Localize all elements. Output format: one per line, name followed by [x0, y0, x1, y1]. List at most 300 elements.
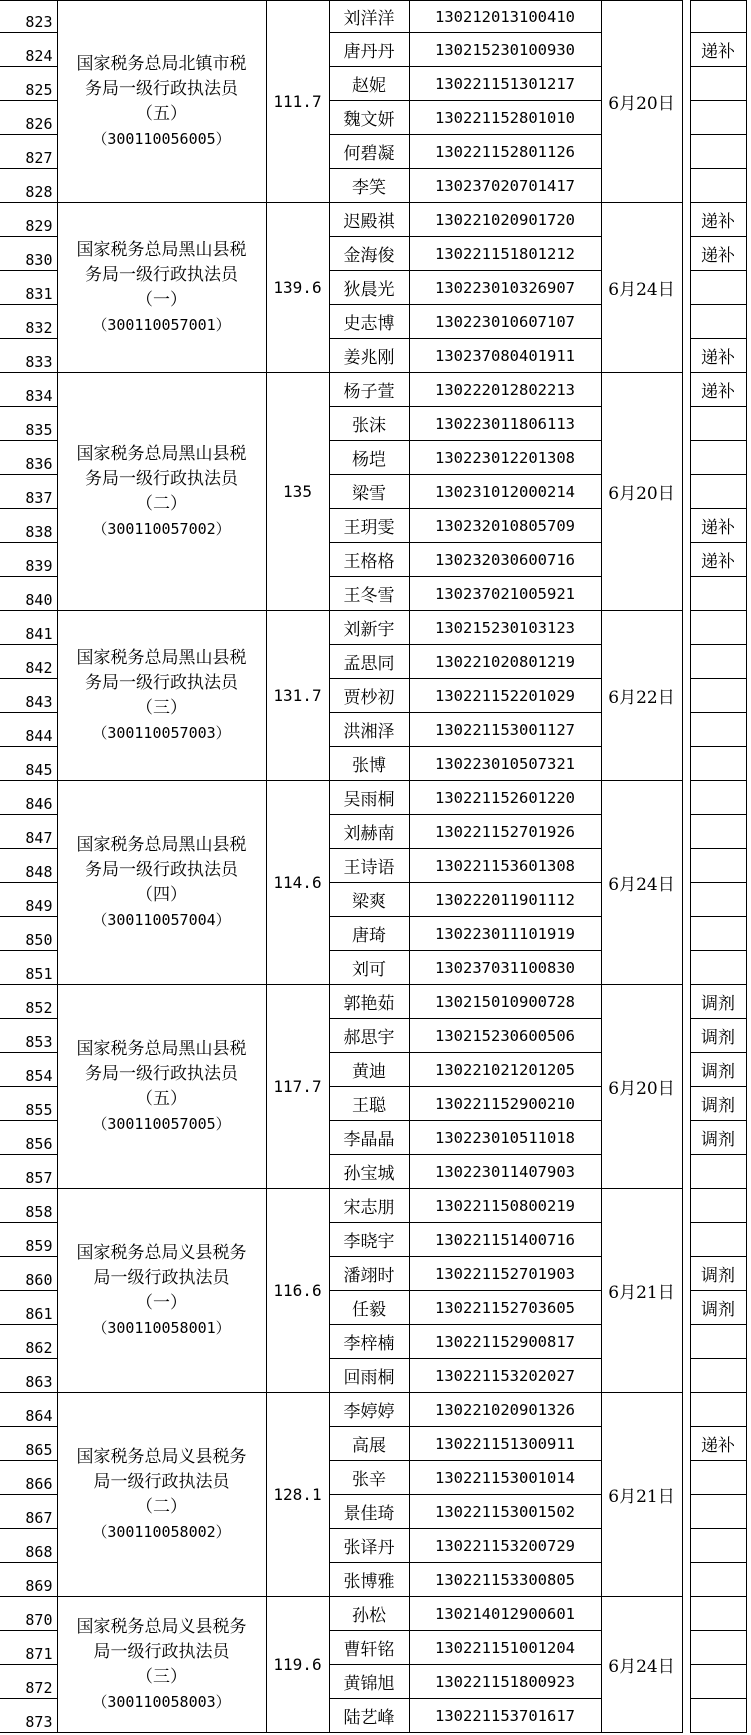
candidate-name: 宋志朋: [329, 1189, 409, 1223]
edge-spacer: [746, 543, 751, 577]
edge-spacer: [746, 1019, 751, 1053]
remark: [690, 407, 746, 441]
remark: [690, 1461, 746, 1495]
candidate-name: 张辛: [329, 1461, 409, 1495]
candidate-name: 李晶晶: [329, 1121, 409, 1155]
column-gap: [682, 1597, 690, 1631]
edge-spacer: [746, 1, 751, 33]
post-code: （300110057003）: [92, 723, 231, 742]
table-row: [0, 1, 751, 33]
post-title: [57, 1, 266, 203]
edge-spacer: [746, 1495, 751, 1529]
candidate-name: 景佳琦: [329, 1495, 409, 1529]
column-gap: [682, 33, 690, 67]
edge-spacer: [746, 679, 751, 713]
column-gap: [682, 1359, 690, 1393]
row-number: 855: [0, 1087, 57, 1121]
row-number: 856: [0, 1121, 57, 1155]
remark: [690, 1359, 746, 1393]
candidate-name: 史志博: [329, 305, 409, 339]
exam-id: 130237080401911: [409, 339, 601, 373]
column-gap: [682, 509, 690, 543]
exam-id: 130231012000214: [409, 475, 601, 509]
post-title-line: 国家税务总局北镇市税: [76, 53, 247, 74]
post-code: （300110058001）: [92, 1318, 231, 1337]
edge-spacer: [746, 1121, 751, 1155]
column-gap: [682, 67, 690, 101]
candidate-name: 刘新宇: [329, 611, 409, 645]
candidate-name: 张博: [329, 747, 409, 781]
exam-date: 6月24日: [601, 1597, 682, 1733]
candidate-name: 孟思同: [329, 645, 409, 679]
exam-id: 130221153200729: [409, 1529, 601, 1563]
exam-date: 6月21日: [601, 1189, 682, 1393]
column-gap: [682, 1121, 690, 1155]
row-number: 826: [0, 101, 57, 135]
candidate-name: 王冬雪: [329, 577, 409, 611]
remark: 调剂: [690, 1019, 746, 1053]
post-title-line: 局一级行政执法员: [93, 1471, 230, 1492]
post-title-line: 国家税务总局义县税务: [76, 1616, 247, 1637]
post-title-line: 务局一级行政执法员: [85, 468, 238, 489]
remark: 调剂: [690, 1053, 746, 1087]
exam-id: 130221153601308: [409, 849, 601, 883]
post-title-line: （四）: [136, 884, 187, 905]
table-row: [0, 373, 751, 407]
post-title-line: 国家税务总局黑山县税: [76, 443, 247, 464]
exam-id: 130212013100410: [409, 1, 601, 33]
column-gap: [682, 747, 690, 781]
column-gap: [682, 203, 690, 237]
column-gap: [682, 1053, 690, 1087]
post-title: [57, 203, 266, 373]
remark: [690, 1189, 746, 1223]
exam-id: 130221153701617: [409, 1699, 601, 1733]
column-gap: [682, 1427, 690, 1461]
exam-id: 130223010326907: [409, 271, 601, 305]
remark: [690, 679, 746, 713]
post-title-line: 国家税务总局义县税务: [76, 1242, 247, 1263]
exam-id: 130221152900817: [409, 1325, 601, 1359]
edge-spacer: [746, 1461, 751, 1495]
candidate-name: 黄锦旭: [329, 1665, 409, 1699]
row-number: 842: [0, 645, 57, 679]
exam-id: 130221020901326: [409, 1393, 601, 1427]
post-title: [57, 781, 266, 985]
candidate-name: 梁爽: [329, 883, 409, 917]
exam-id: 130215230600506: [409, 1019, 601, 1053]
cutoff-score: 119.6: [266, 1597, 329, 1733]
row-number: 844: [0, 713, 57, 747]
cutoff-score: 116.6: [266, 1189, 329, 1393]
row-number: 851: [0, 951, 57, 985]
remark: [690, 815, 746, 849]
column-gap: [682, 849, 690, 883]
table-row: [0, 985, 751, 1019]
remark: [690, 1699, 746, 1733]
remark: [690, 1631, 746, 1665]
row-number: 845: [0, 747, 57, 781]
column-gap: [682, 679, 690, 713]
remark: [690, 441, 746, 475]
remark: [690, 883, 746, 917]
candidate-name: 潘翊时: [329, 1257, 409, 1291]
exam-id: 130222012802213: [409, 373, 601, 407]
row-number: 864: [0, 1393, 57, 1427]
edge-spacer: [746, 951, 751, 985]
row-number: 839: [0, 543, 57, 577]
column-gap: [682, 883, 690, 917]
post-title: [57, 611, 266, 781]
exam-id: 130222011901112: [409, 883, 601, 917]
post-title-line: （五）: [136, 1088, 187, 1109]
edge-spacer: [746, 1529, 751, 1563]
remark: [690, 1155, 746, 1189]
row-number: 873: [0, 1699, 57, 1733]
column-gap: [682, 985, 690, 1019]
post-title: [57, 373, 266, 611]
column-gap: [682, 781, 690, 815]
candidate-name: 金海俊: [329, 237, 409, 271]
post-title-line: （五）: [136, 103, 187, 124]
column-gap: [682, 951, 690, 985]
row-number: 857: [0, 1155, 57, 1189]
exam-date: 6月20日: [601, 373, 682, 611]
column-gap: [682, 1223, 690, 1257]
table-row: [0, 781, 751, 815]
edge-spacer: [746, 1699, 751, 1733]
remark: [690, 475, 746, 509]
table-row: [0, 611, 751, 645]
remark: [690, 611, 746, 645]
remark: [690, 1665, 746, 1699]
exam-id: 130221152801010: [409, 101, 601, 135]
post-title-line: 务局一级行政执法员: [85, 859, 238, 880]
remark: [690, 169, 746, 203]
remark: [690, 1393, 746, 1427]
candidate-name: 李晓宇: [329, 1223, 409, 1257]
exam-id: 130221150800219: [409, 1189, 601, 1223]
candidate-name: 唐丹丹: [329, 33, 409, 67]
row-number: 865: [0, 1427, 57, 1461]
row-number: 868: [0, 1529, 57, 1563]
column-gap: [682, 339, 690, 373]
exam-date: 6月24日: [601, 781, 682, 985]
exam-date: 6月22日: [601, 611, 682, 781]
row-number: 859: [0, 1223, 57, 1257]
post-title-line: （二）: [136, 493, 187, 514]
candidate-name: 魏文妍: [329, 101, 409, 135]
remark: 调剂: [690, 1121, 746, 1155]
column-gap: [682, 1325, 690, 1359]
post-title-line: 务局一级行政执法员: [85, 672, 238, 693]
post-title-line: （三）: [136, 1666, 187, 1687]
post-code: （300110057002）: [92, 519, 231, 538]
exam-id: 130221153300805: [409, 1563, 601, 1597]
row-number: 838: [0, 509, 57, 543]
column-gap: [682, 1495, 690, 1529]
row-number: 841: [0, 611, 57, 645]
exam-id: 130221152701903: [409, 1257, 601, 1291]
row-number: 871: [0, 1631, 57, 1665]
remark: [690, 713, 746, 747]
exam-id: 130232010805709: [409, 509, 601, 543]
remark: [690, 1325, 746, 1359]
row-number: 835: [0, 407, 57, 441]
post-code: （300110058002）: [92, 1522, 231, 1541]
post-code: （300110056005）: [92, 129, 231, 148]
row-number: 872: [0, 1665, 57, 1699]
exam-id: 130232030600716: [409, 543, 601, 577]
edge-spacer: [746, 305, 751, 339]
remark: [690, 1223, 746, 1257]
candidate-name: 姜兆刚: [329, 339, 409, 373]
exam-id: 130237021005921: [409, 577, 601, 611]
column-gap: [682, 407, 690, 441]
row-number: 834: [0, 373, 57, 407]
candidate-name: 任毅: [329, 1291, 409, 1325]
remark: 递补: [690, 203, 746, 237]
candidate-name: 杨子萱: [329, 373, 409, 407]
exam-id: 130221152701926: [409, 815, 601, 849]
remark: 递补: [690, 543, 746, 577]
cutoff-score: 111.7: [266, 1, 329, 203]
row-number: 861: [0, 1291, 57, 1325]
row-number: 840: [0, 577, 57, 611]
cutoff-score: 135: [266, 373, 329, 611]
column-gap: [682, 577, 690, 611]
row-number: 827: [0, 135, 57, 169]
exam-id: 130221021201205: [409, 1053, 601, 1087]
post-title-line: 务局一级行政执法员: [85, 264, 238, 285]
edge-spacer: [746, 203, 751, 237]
column-gap: [682, 373, 690, 407]
edge-spacer: [746, 1257, 751, 1291]
column-gap: [682, 1189, 690, 1223]
edge-spacer: [746, 339, 751, 373]
edge-spacer: [746, 33, 751, 67]
column-gap: [682, 169, 690, 203]
candidate-name: 张沫: [329, 407, 409, 441]
candidate-name: 贾杪初: [329, 679, 409, 713]
remark: [690, 1597, 746, 1631]
edge-spacer: [746, 67, 751, 101]
post-title-line: 国家税务总局黑山县税: [76, 834, 247, 855]
column-gap: [682, 441, 690, 475]
column-gap: [682, 1699, 690, 1733]
edge-spacer: [746, 985, 751, 1019]
remark: [690, 305, 746, 339]
column-gap: [682, 917, 690, 951]
post-title-line: 国家税务总局义县税务: [76, 1446, 247, 1467]
candidate-name: 孙宝城: [329, 1155, 409, 1189]
edge-spacer: [746, 101, 751, 135]
candidate-name: 高展: [329, 1427, 409, 1461]
exam-id: 130221151400716: [409, 1223, 601, 1257]
edge-spacer: [746, 1189, 751, 1223]
post-code: （300110057005）: [92, 1114, 231, 1133]
candidate-name: 郭艳茹: [329, 985, 409, 1019]
remark: 调剂: [690, 1087, 746, 1121]
exam-id: 130221152703605: [409, 1291, 601, 1325]
column-gap: [682, 101, 690, 135]
cutoff-score: 114.6: [266, 781, 329, 985]
column-gap: [682, 1461, 690, 1495]
exam-id: 130223011101919: [409, 917, 601, 951]
post-title: [57, 1189, 266, 1393]
row-number: 869: [0, 1563, 57, 1597]
column-gap: [682, 543, 690, 577]
row-number: 847: [0, 815, 57, 849]
exam-id: 130215230100930: [409, 33, 601, 67]
remark: [690, 645, 746, 679]
exam-id: 130221151800923: [409, 1665, 601, 1699]
row-number: 836: [0, 441, 57, 475]
edge-spacer: [746, 407, 751, 441]
remark: 递补: [690, 237, 746, 271]
candidate-name: 王玥雯: [329, 509, 409, 543]
column-gap: [682, 271, 690, 305]
column-gap: [682, 1291, 690, 1325]
post-title-line: 务局一级行政执法员: [85, 1063, 238, 1084]
post-title-line: （一）: [136, 289, 187, 310]
edge-spacer: [746, 747, 751, 781]
candidate-name: 李婷婷: [329, 1393, 409, 1427]
exam-id: 130237020701417: [409, 169, 601, 203]
row-number: 830: [0, 237, 57, 271]
row-number: 854: [0, 1053, 57, 1087]
edge-spacer: [746, 1631, 751, 1665]
post-title-line: （二）: [136, 1496, 187, 1517]
post-title-line: 务局一级行政执法员: [85, 78, 238, 99]
exam-id: 130221020801219: [409, 645, 601, 679]
post-code: （300110058003）: [92, 1692, 231, 1711]
post-title-line: 局一级行政执法员: [93, 1641, 230, 1662]
edge-spacer: [746, 1597, 751, 1631]
exam-id: 130237031100830: [409, 951, 601, 985]
exam-date: 6月20日: [601, 985, 682, 1189]
row-number: 870: [0, 1597, 57, 1631]
remark: 调剂: [690, 985, 746, 1019]
exam-id: 130223010511018: [409, 1121, 601, 1155]
candidate-name: 迟殿祺: [329, 203, 409, 237]
row-number: 832: [0, 305, 57, 339]
cutoff-score: 128.1: [266, 1393, 329, 1597]
edge-spacer: [746, 1291, 751, 1325]
edge-spacer: [746, 135, 751, 169]
candidate-name: 何碧凝: [329, 135, 409, 169]
edge-spacer: [746, 645, 751, 679]
candidate-name: 李梓楠: [329, 1325, 409, 1359]
edge-spacer: [746, 237, 751, 271]
exam-id: 130221151801212: [409, 237, 601, 271]
candidate-name: 刘洋洋: [329, 1, 409, 33]
column-gap: [682, 135, 690, 169]
table-row: [0, 1393, 751, 1427]
candidate-name: 张博雅: [329, 1563, 409, 1597]
column-gap: [682, 1019, 690, 1053]
column-gap: [682, 1665, 690, 1699]
remark: [690, 747, 746, 781]
remark: [690, 1563, 746, 1597]
edge-spacer: [746, 611, 751, 645]
post-title-line: 国家税务总局黑山县税: [76, 1038, 247, 1059]
column-gap: [682, 1257, 690, 1291]
post-title-line: （一）: [136, 1292, 187, 1313]
column-gap: [682, 1393, 690, 1427]
column-gap: [682, 1, 690, 33]
row-number: 843: [0, 679, 57, 713]
cutoff-score: 117.7: [266, 985, 329, 1189]
edge-spacer: [746, 1359, 751, 1393]
row-number: 825: [0, 67, 57, 101]
row-number: 853: [0, 1019, 57, 1053]
candidate-name: 狄晨光: [329, 271, 409, 305]
exam-id: 130215230103123: [409, 611, 601, 645]
exam-date: 6月24日: [601, 203, 682, 373]
edge-spacer: [746, 883, 751, 917]
edge-spacer: [746, 1563, 751, 1597]
column-gap: [682, 815, 690, 849]
candidate-name: 曹轩铭: [329, 1631, 409, 1665]
column-gap: [682, 305, 690, 339]
candidate-name: 唐琦: [329, 917, 409, 951]
candidate-name: 杨垲: [329, 441, 409, 475]
exam-id: 130223011806113: [409, 407, 601, 441]
exam-id: 130221152801126: [409, 135, 601, 169]
row-number: 823: [0, 1, 57, 33]
exam-id: 130221152201029: [409, 679, 601, 713]
remark: [690, 135, 746, 169]
remark: [690, 849, 746, 883]
candidate-name: 洪湘泽: [329, 713, 409, 747]
remark: 递补: [690, 1427, 746, 1461]
column-gap: [682, 611, 690, 645]
cutoff-score: 139.6: [266, 203, 329, 373]
row-number: 837: [0, 475, 57, 509]
edge-spacer: [746, 1665, 751, 1699]
exam-id: 130215010900728: [409, 985, 601, 1019]
edge-spacer: [746, 1087, 751, 1121]
candidate-name: 刘赫南: [329, 815, 409, 849]
edge-spacer: [746, 781, 751, 815]
remark: [690, 67, 746, 101]
row-number: 862: [0, 1325, 57, 1359]
column-gap: [682, 237, 690, 271]
candidate-name: 回雨桐: [329, 1359, 409, 1393]
remark: 调剂: [690, 1257, 746, 1291]
edge-spacer: [746, 1427, 751, 1461]
column-gap: [682, 1563, 690, 1597]
post-title: [57, 1597, 266, 1733]
table-row: [0, 203, 751, 237]
edge-spacer: [746, 917, 751, 951]
row-number: 863: [0, 1359, 57, 1393]
column-gap: [682, 1087, 690, 1121]
candidate-name: 郝思宇: [329, 1019, 409, 1053]
candidate-name: 李笑: [329, 169, 409, 203]
edge-spacer: [746, 815, 751, 849]
edge-spacer: [746, 169, 751, 203]
row-number: 858: [0, 1189, 57, 1223]
row-number: 850: [0, 917, 57, 951]
edge-spacer: [746, 1393, 751, 1427]
post-title: [57, 985, 266, 1189]
remark: [690, 577, 746, 611]
post-title-line: （三）: [136, 697, 187, 718]
candidate-name: 王格格: [329, 543, 409, 577]
exam-id: 130221152601220: [409, 781, 601, 815]
